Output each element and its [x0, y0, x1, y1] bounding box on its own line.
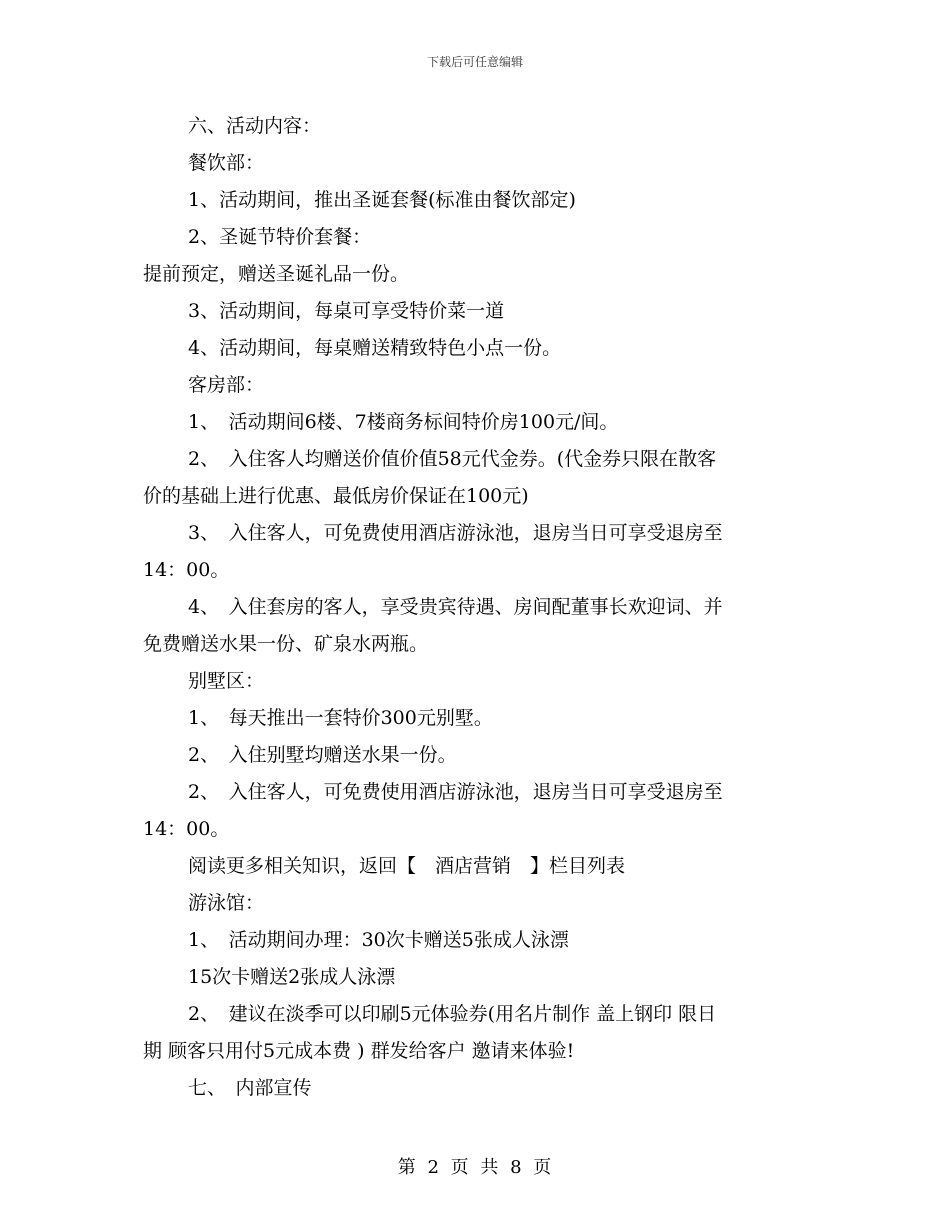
paragraph-line: 2、圣诞节特价套餐： [188, 226, 372, 248]
paragraph-line: 1、 每天推出一套特价300元别墅。 [188, 707, 493, 729]
paragraph-line: 1、 活动期间办理：30次卡赠送5张成人泳漂 [188, 929, 569, 951]
section-heading: 六、活动内容： [188, 115, 322, 137]
section-heading: 七、 内部宣传 [188, 1077, 312, 1099]
paragraph-line: 3、活动期间，每桌可享受特价菜一道 [188, 300, 505, 322]
footer-total-label: 共 [480, 1157, 500, 1178]
paragraph-line: 15次卡赠送2张成人泳漂 [188, 966, 396, 988]
subsection-heading: 客房部： [188, 374, 265, 396]
subsection-heading: 别墅区： [188, 670, 265, 692]
paragraph-line: 价的基础上进行优惠、最低房价保证在100元) [143, 485, 529, 507]
paragraph-line: 1、 活动期间6楼、7楼商务标间特价房100元/间。 [188, 411, 619, 433]
footer-unit: 页 [450, 1157, 470, 1178]
paragraph-line: 3、 入住客人，可免费使用酒店游泳池，退房当日可享受退房至 [188, 522, 723, 544]
paragraph-line: 4、 入住套房的客人，享受贵宾待遇、房间配董事长欢迎词、并 [188, 596, 723, 618]
paragraph-line: 2、 入住客人均赠送价值价值58元代金券。(代金券只限在散客 [188, 448, 717, 470]
paragraph-line: 2、 入住客人，可免费使用酒店游泳池，退房当日可享受退房至 [188, 781, 723, 803]
paragraph-line: 1、活动期间，推出圣诞套餐(标准由餐饮部定) [188, 189, 576, 211]
paragraph-line: 4、活动期间，每桌赠送精致特色小点一份。 [188, 337, 562, 359]
footer-suffix: 页 [533, 1157, 553, 1178]
paragraph-line: 14：00。 [143, 818, 230, 840]
total-pages: 8 [510, 1157, 523, 1178]
related-link-line: 阅读更多相关知识，返回【 酒店营销 】栏目列表 [188, 855, 626, 877]
page-footer [0, 1153, 950, 1179]
paragraph-line: 2、 入住别墅均赠送水果一份。 [188, 744, 457, 766]
paragraph-line: 14：00。 [143, 559, 230, 581]
paragraph-line: 免费赠送水果一份、矿泉水两瓶。 [143, 633, 429, 655]
paragraph-line: 提前预定，赠送圣诞礼品一份。 [143, 263, 410, 285]
paragraph-line: 2、 建议在淡季可以印刷5元体验券(用名片制作 盖上钢印 限日 [188, 1003, 717, 1025]
subsection-heading: 游泳馆： [188, 892, 265, 914]
paragraph-line: 期 顾客只用付5元成本费 ) 群发给客户 邀请来体验! [143, 1040, 575, 1062]
page-header: 下载后可任意编辑 [426, 55, 523, 69]
document-body [143, 108, 805, 1107]
footer-prefix: 第 [397, 1157, 417, 1178]
page-number: 2 [427, 1157, 440, 1178]
subsection-heading: 餐饮部： [188, 152, 265, 174]
